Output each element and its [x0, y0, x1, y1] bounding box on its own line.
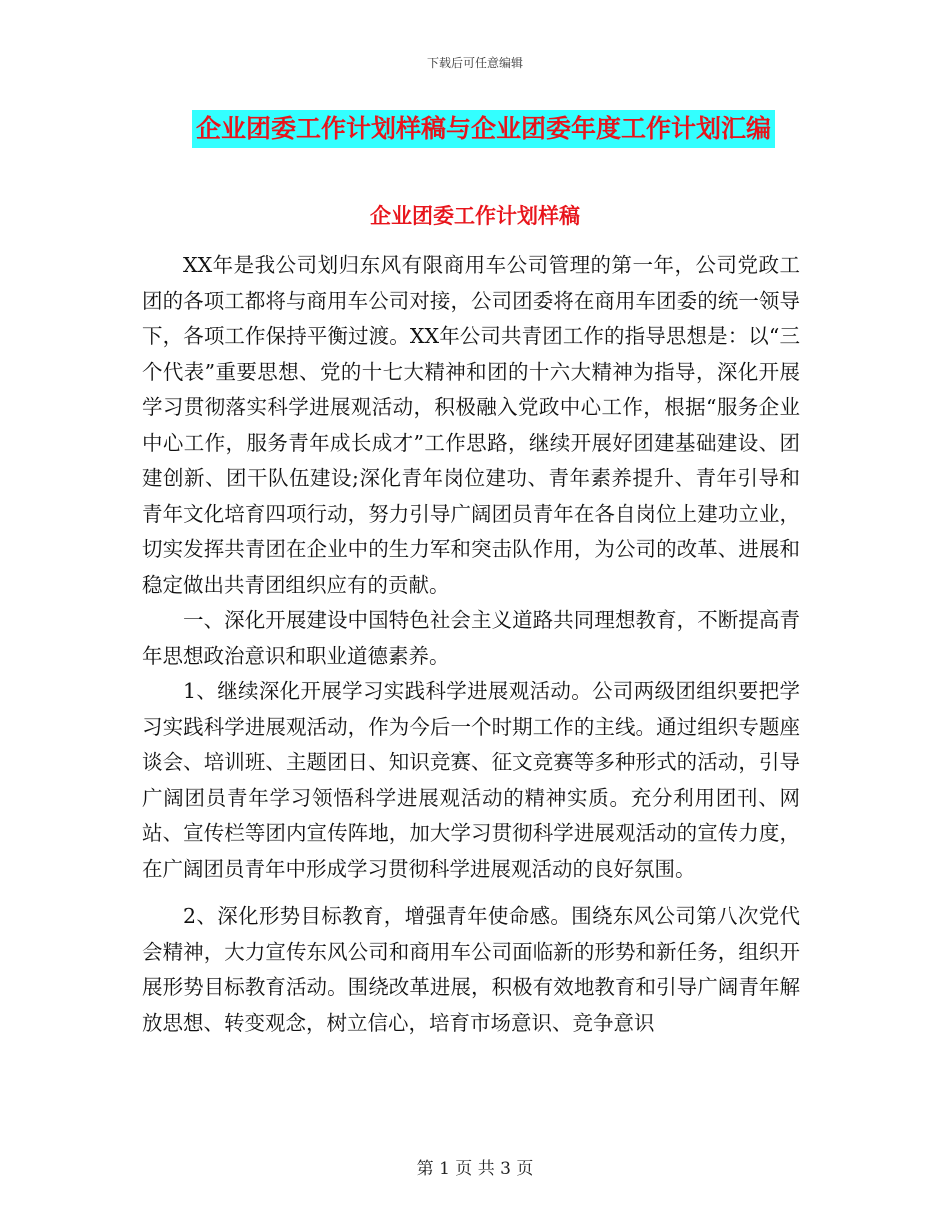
- section-title: 企业团委工作计划样稿: [370, 204, 580, 228]
- paragraph-heading-one: 一、深化开展建设中国特色社会主义道路共同理想教育，不断提高青年思想政治意识和职业道德素养。: [142, 608, 800, 668]
- document-body: [142, 248, 800, 1041]
- document-title: 企业团委工作计划样稿与企业团委年度工作计划汇编: [192, 110, 775, 148]
- paragraph-intro: XX年是我公司划归东风有限商用车公司管理的第一年，公司党政工团的各项工都将与商用车公司对接，公司团委将在商用车团委的统一领导下，各项工作保持平衡过渡。XX年公司共青团工作的指导思想是：以“三个代表”重要思想、党的十七大精神和团的十六大精神为指导，深化开展学习贯彻落实科学进展观活动，积极融入党政中心工作，根据“服务企业中心工作，服务青年成长成才”工作思路，继续开展好团建基础建设、团建创新、团干队伍建设;深化青年岗位建功、青年素养提升、青年引导和青年文化培育四项行动，努力引导广阔团员青年在各自岗位上建功立业，切实发挥共青团在企业中的生力军和突击队作用，为公司的改革、进展和稳定做出共青团组织应有的贡献。: [142, 253, 800, 597]
- paragraph-item-two: 2、深化形势目标教育，增强青年使命感。围绕东风公司第八次党代会精神，大力宣传东风公司和商用车公司面临新的形势和新任务，组织开展形势目标教育活动。围绕改革进展，积极有效地教育和引导广阔青年解放思想、转变观念，树立信心，培育市场意识、竞争意识: [142, 904, 800, 1035]
- paragraph-item-one: 1、继续深化开展学习实践科学进展观活动。公司两级团组织要把学习实践科学进展观活动，作为今后一个时期工作的主线。通过组织专题座谈会、培训班、主题团日、知识竞赛、征文竞赛等多种形式的活动，引导广阔团员青年学习领悟科学进展观活动的精神实质。充分利用团刊、网站、宣传栏等团内宣传阵地，加大学习贯彻科学进展观活动的宣传力度，在广阔团员青年中形成学习贯彻科学进展观活动的良好氛围。: [142, 679, 800, 881]
- header-note: 下载后可任意编辑: [426, 56, 523, 70]
- page-number: 第 1 页 共 3 页: [416, 1159, 534, 1179]
